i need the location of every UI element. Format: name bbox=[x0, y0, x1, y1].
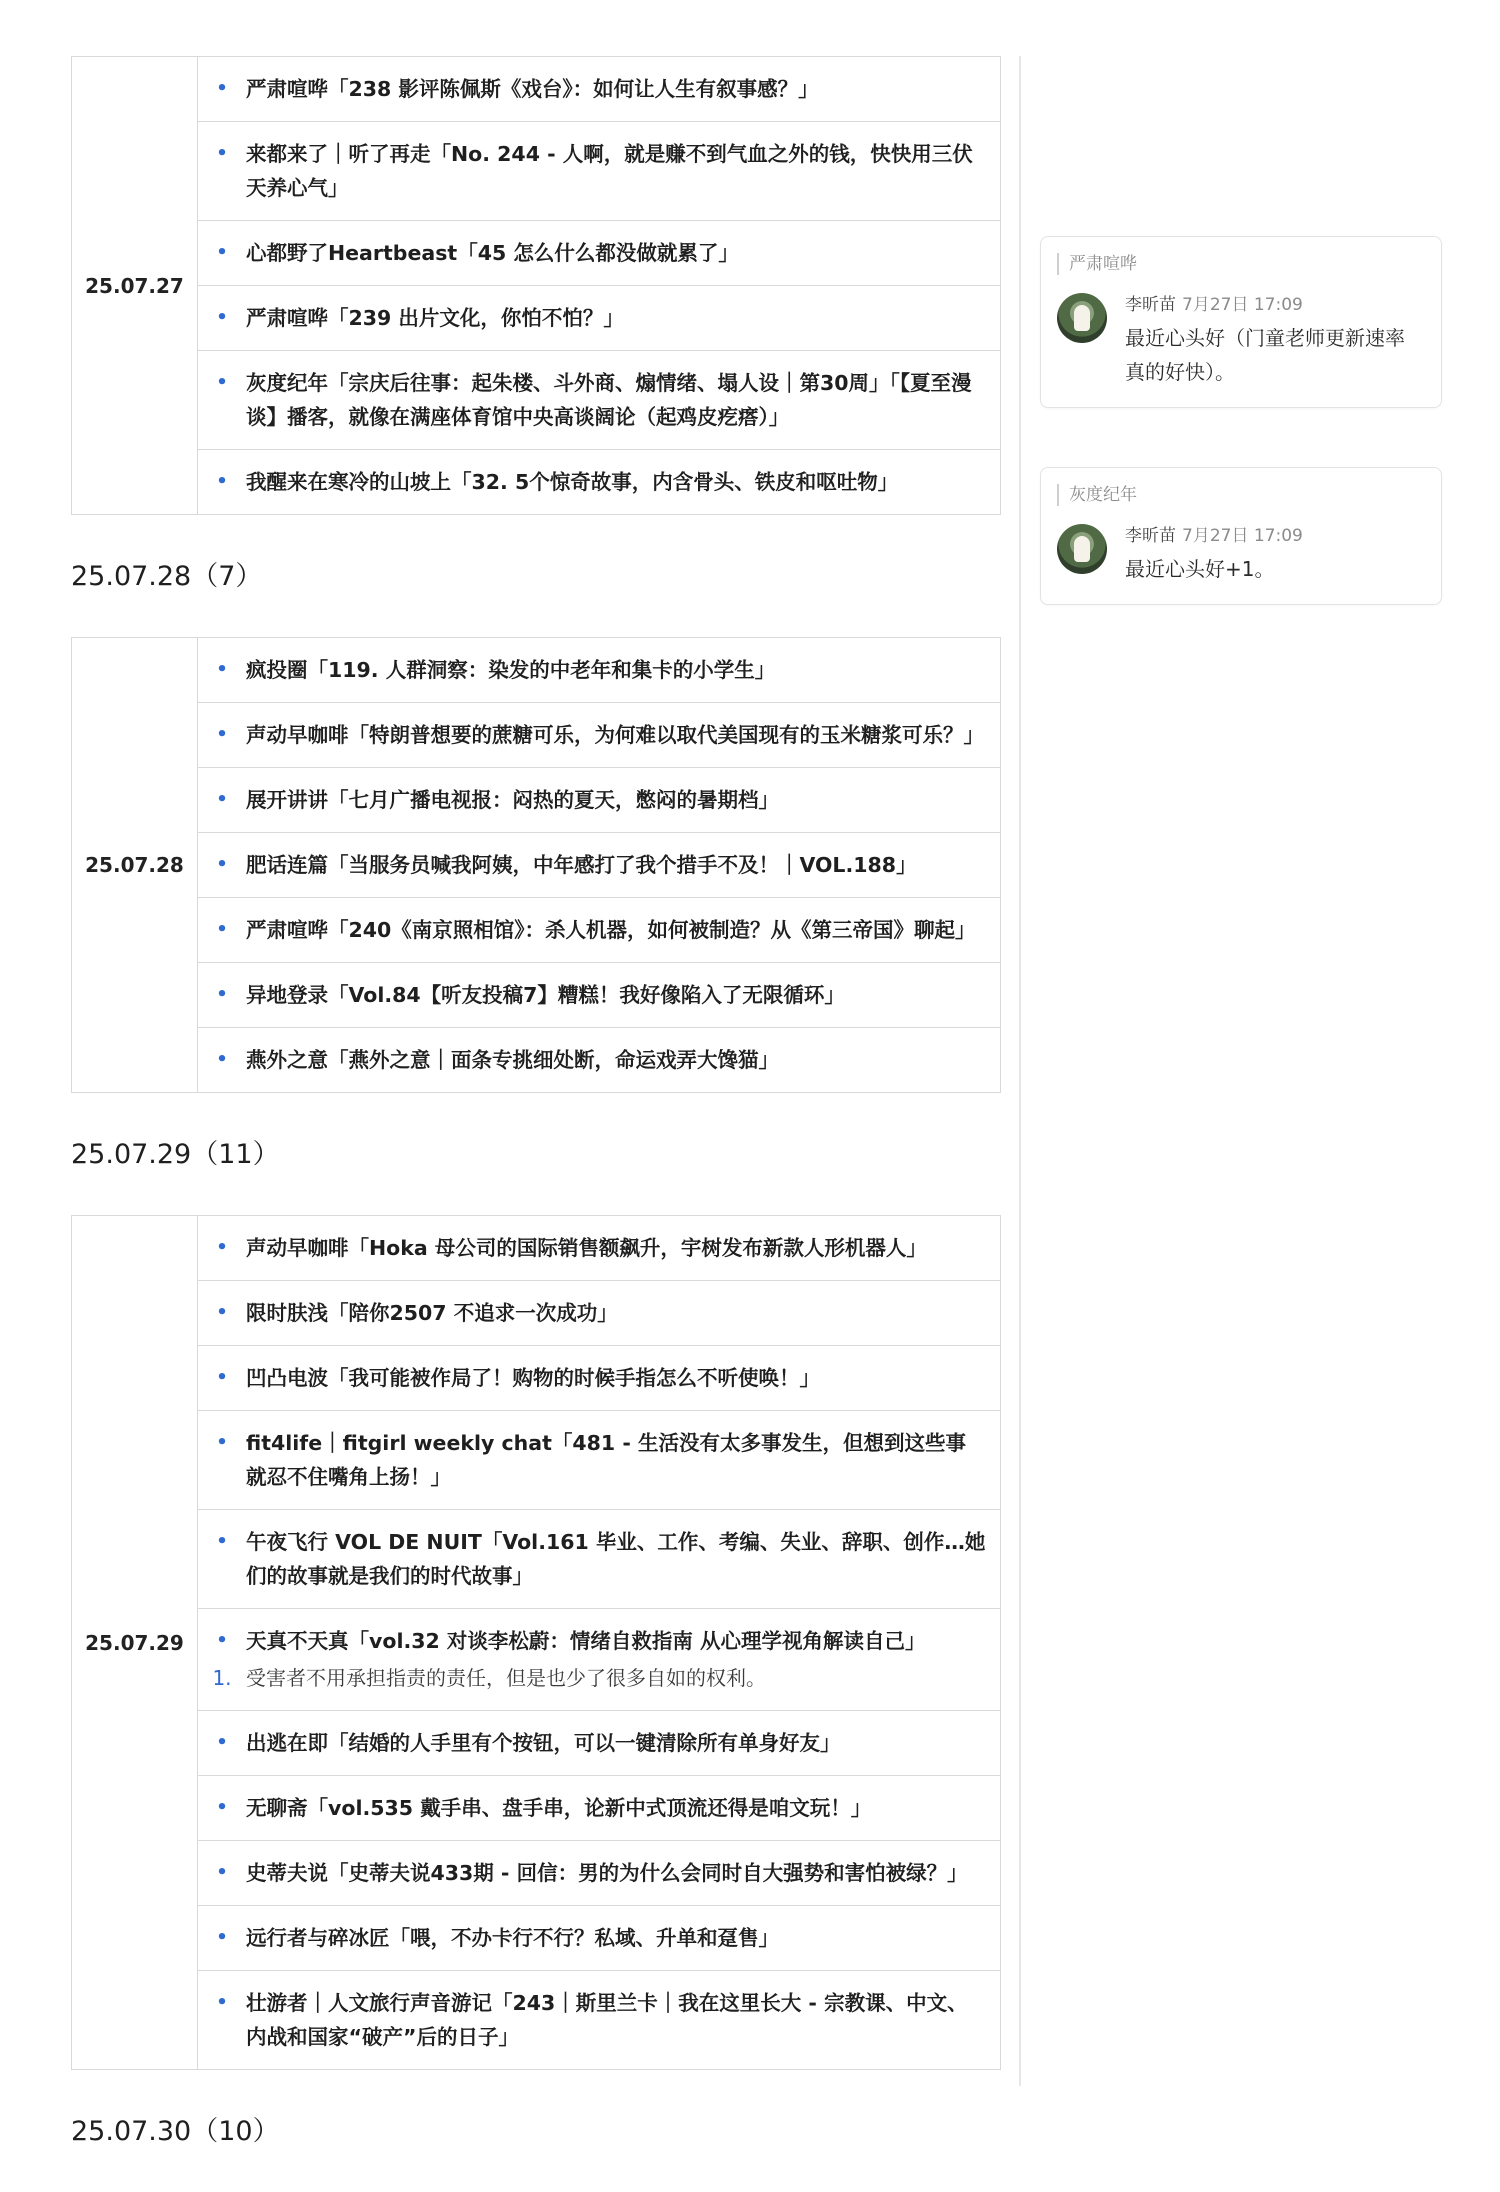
list-item: • 壮游者｜人文旅行声音游记「243｜斯里兰卡｜我在这里长大 - 宗教课、中文、内战和国家“破产”后的日子」 bbox=[198, 1971, 1000, 2069]
list-item: • 无聊斋「vol.535 戴手串、盘手串，论新中式顶流还得是咱文玩！」 bbox=[198, 1776, 1000, 1841]
bullet-icon: • bbox=[216, 1630, 228, 1651]
avatar[interactable] bbox=[1057, 293, 1107, 343]
bullet-icon: • bbox=[216, 1237, 228, 1258]
comment-quote[interactable]: 灰度纪年 bbox=[1057, 484, 1423, 506]
list-item: • 凹凸电波「我可能被作局了！购物的时候手指怎么不听使唤！」 bbox=[198, 1346, 1000, 1411]
list-item: • 出逃在即「结婚的人手里有个按钮，可以一键清除所有单身好友」 bbox=[198, 1711, 1000, 1776]
section-heading-0730: 25.07.30（10） bbox=[71, 2115, 280, 2147]
bullet-icon: • bbox=[216, 919, 228, 940]
list-item: • 远行者与碎冰匠「喂，不办卡行不行？私域、升单和趸售」 bbox=[198, 1906, 1000, 1971]
bullet-icon: • bbox=[216, 1367, 228, 1388]
date-cell: 25.07.28 bbox=[72, 638, 198, 1092]
bullet-icon: • bbox=[216, 471, 228, 492]
bullet-icon: • bbox=[216, 1432, 228, 1453]
section-heading-0729: 25.07.29（11） bbox=[71, 1138, 280, 1170]
bullet-icon: • bbox=[216, 372, 228, 393]
bullet-icon: • bbox=[216, 1992, 228, 2013]
bullet-icon: • bbox=[216, 1927, 228, 1948]
note-text: 受害者不用承担指责的责任，但是也少了很多自如的权利。 bbox=[246, 1666, 766, 1690]
list-item: • 限时肤浅「陪你2507 不追求一次成功」 bbox=[198, 1281, 1000, 1346]
section-heading-0728: 25.07.28（7） bbox=[71, 560, 263, 592]
numbered-note bbox=[212, 1661, 986, 1695]
bullet-icon: • bbox=[216, 1732, 228, 1753]
comment-card[interactable] bbox=[1040, 236, 1442, 408]
avatar[interactable] bbox=[1057, 524, 1107, 574]
day-table-0727 bbox=[71, 56, 1001, 515]
list-item: • 展开讲讲「七月广播电视报：闷热的夏天，憋闷的暑期档」 bbox=[198, 768, 1000, 833]
bullet-icon: • bbox=[216, 1862, 228, 1883]
list-item: • 疯投圈「119. 人群洞察：染发的中老年和集卡的小学生」 bbox=[198, 638, 1000, 703]
list-item: • 天真不天真「vol.32 对谈李松蔚：情绪自救指南 从心理学视角解读自己」 1. 受害者不用承担指责的责任，但是也少了很多自如的权利。 bbox=[198, 1609, 1000, 1711]
bullet-icon: • bbox=[216, 143, 228, 164]
bullet-icon: • bbox=[216, 789, 228, 810]
list-item: • 严肃喧哗「240《南京照相馆》：杀人机器，如何被制造？从《第三帝国》聊起」 bbox=[198, 898, 1000, 963]
list-item: • 声动早咖啡「特朗普想要的蔗糖可乐，为何难以取代美国现有的玉米糖浆可乐？」 bbox=[198, 703, 1000, 768]
date-cell: 25.07.27 bbox=[72, 57, 198, 514]
bullet-icon: • bbox=[216, 242, 228, 263]
bullet-icon: • bbox=[216, 78, 228, 99]
date-cell: 25.07.29 bbox=[72, 1216, 198, 2069]
bullet-icon: • bbox=[216, 1531, 228, 1552]
comment-divider bbox=[1019, 56, 1021, 2086]
list-item: • 来都来了｜听了再走「No. 244 - 人啊，就是赚不到气血之外的钱，快快用三伏天养心气」 bbox=[198, 122, 1000, 221]
day-table-0728 bbox=[71, 637, 1001, 1093]
comment-text: 最近心头好+1。 bbox=[1125, 557, 1275, 581]
list-item: • 灰度纪年「宗庆后往事：起朱楼、斗外商、煽情绪、塌人设｜第30周」「【夏至漫谈】播客，就像在满座体育馆中央高谈阔论（起鸡皮疙瘩）」 bbox=[198, 351, 1000, 450]
document-body bbox=[71, 56, 1001, 2192]
comment-author: 李昕苗 bbox=[1125, 295, 1176, 315]
episode-list bbox=[198, 638, 1000, 1092]
comment-meta bbox=[1125, 293, 1423, 317]
comment-time: 7月27日 17:09 bbox=[1182, 295, 1303, 315]
list-item: • 我醒来在寒冷的山坡上「32. 5个惊奇故事，内含骨头、铁皮和呕吐物」 bbox=[198, 450, 1000, 514]
list-item: • 燕外之意「燕外之意｜面条专挑细处断，命运戏弄大馋猫」 bbox=[198, 1028, 1000, 1092]
bullet-icon: • bbox=[216, 724, 228, 745]
bullet-icon: • bbox=[216, 984, 228, 1005]
list-item: • fit4life｜fitgirl weekly chat「481 - 生活没有太多事发生，但想到这些事就忍不住嘴角上扬！」 bbox=[198, 1411, 1000, 1510]
bullet-icon: • bbox=[216, 659, 228, 680]
bullet-icon: • bbox=[216, 1049, 228, 1070]
comment-text: 最近心头好（门童老师更新速率真的好快）。 bbox=[1125, 326, 1405, 384]
comment-meta bbox=[1125, 524, 1423, 548]
list-item: • 异地登录「Vol.84【听友投稿7】糟糕！我好像陷入了无限循环」 bbox=[198, 963, 1000, 1028]
list-item: • 严肃喧哗「238 影评陈佩斯《戏台》：如何让人生有叙事感？」 bbox=[198, 57, 1000, 122]
bullet-icon: • bbox=[216, 307, 228, 328]
list-item: • 心都野了Heartbeast「45 怎么什么都没做就累了」 bbox=[198, 221, 1000, 286]
comment-time: 7月27日 17:09 bbox=[1182, 526, 1303, 546]
bullet-icon: • bbox=[216, 1797, 228, 1818]
day-table-0729 bbox=[71, 1215, 1001, 2070]
bullet-icon: • bbox=[216, 854, 228, 875]
comment-card[interactable] bbox=[1040, 467, 1442, 605]
episode-list bbox=[198, 1216, 1000, 2069]
list-item: • 声动早咖啡「Hoka 母公司的国际销售额飙升，宇树发布新款人形机器人」 bbox=[198, 1216, 1000, 1281]
bullet-icon: • bbox=[216, 1302, 228, 1323]
list-item: • 午夜飞行 VOL DE NUIT「Vol.161 毕业、工作、考编、失业、辞职、创作…她们的故事就是我们的时代故事」 bbox=[198, 1510, 1000, 1609]
list-item: • 肥话连篇「当服务员喊我阿姨，中年感打了我个措手不及！｜VOL.188」 bbox=[198, 833, 1000, 898]
list-item: • 严肃喧哗「239 出片文化，你怕不怕？」 bbox=[198, 286, 1000, 351]
list-item: • 史蒂夫说「史蒂夫说433期 - 回信：男的为什么会同时自大强势和害怕被绿？」 bbox=[198, 1841, 1000, 1906]
note-number: 1. bbox=[212, 1666, 232, 1690]
episode-list bbox=[198, 57, 1000, 514]
comment-quote[interactable]: 严肃喧哗 bbox=[1057, 253, 1423, 275]
comment-author: 李昕苗 bbox=[1125, 526, 1176, 546]
